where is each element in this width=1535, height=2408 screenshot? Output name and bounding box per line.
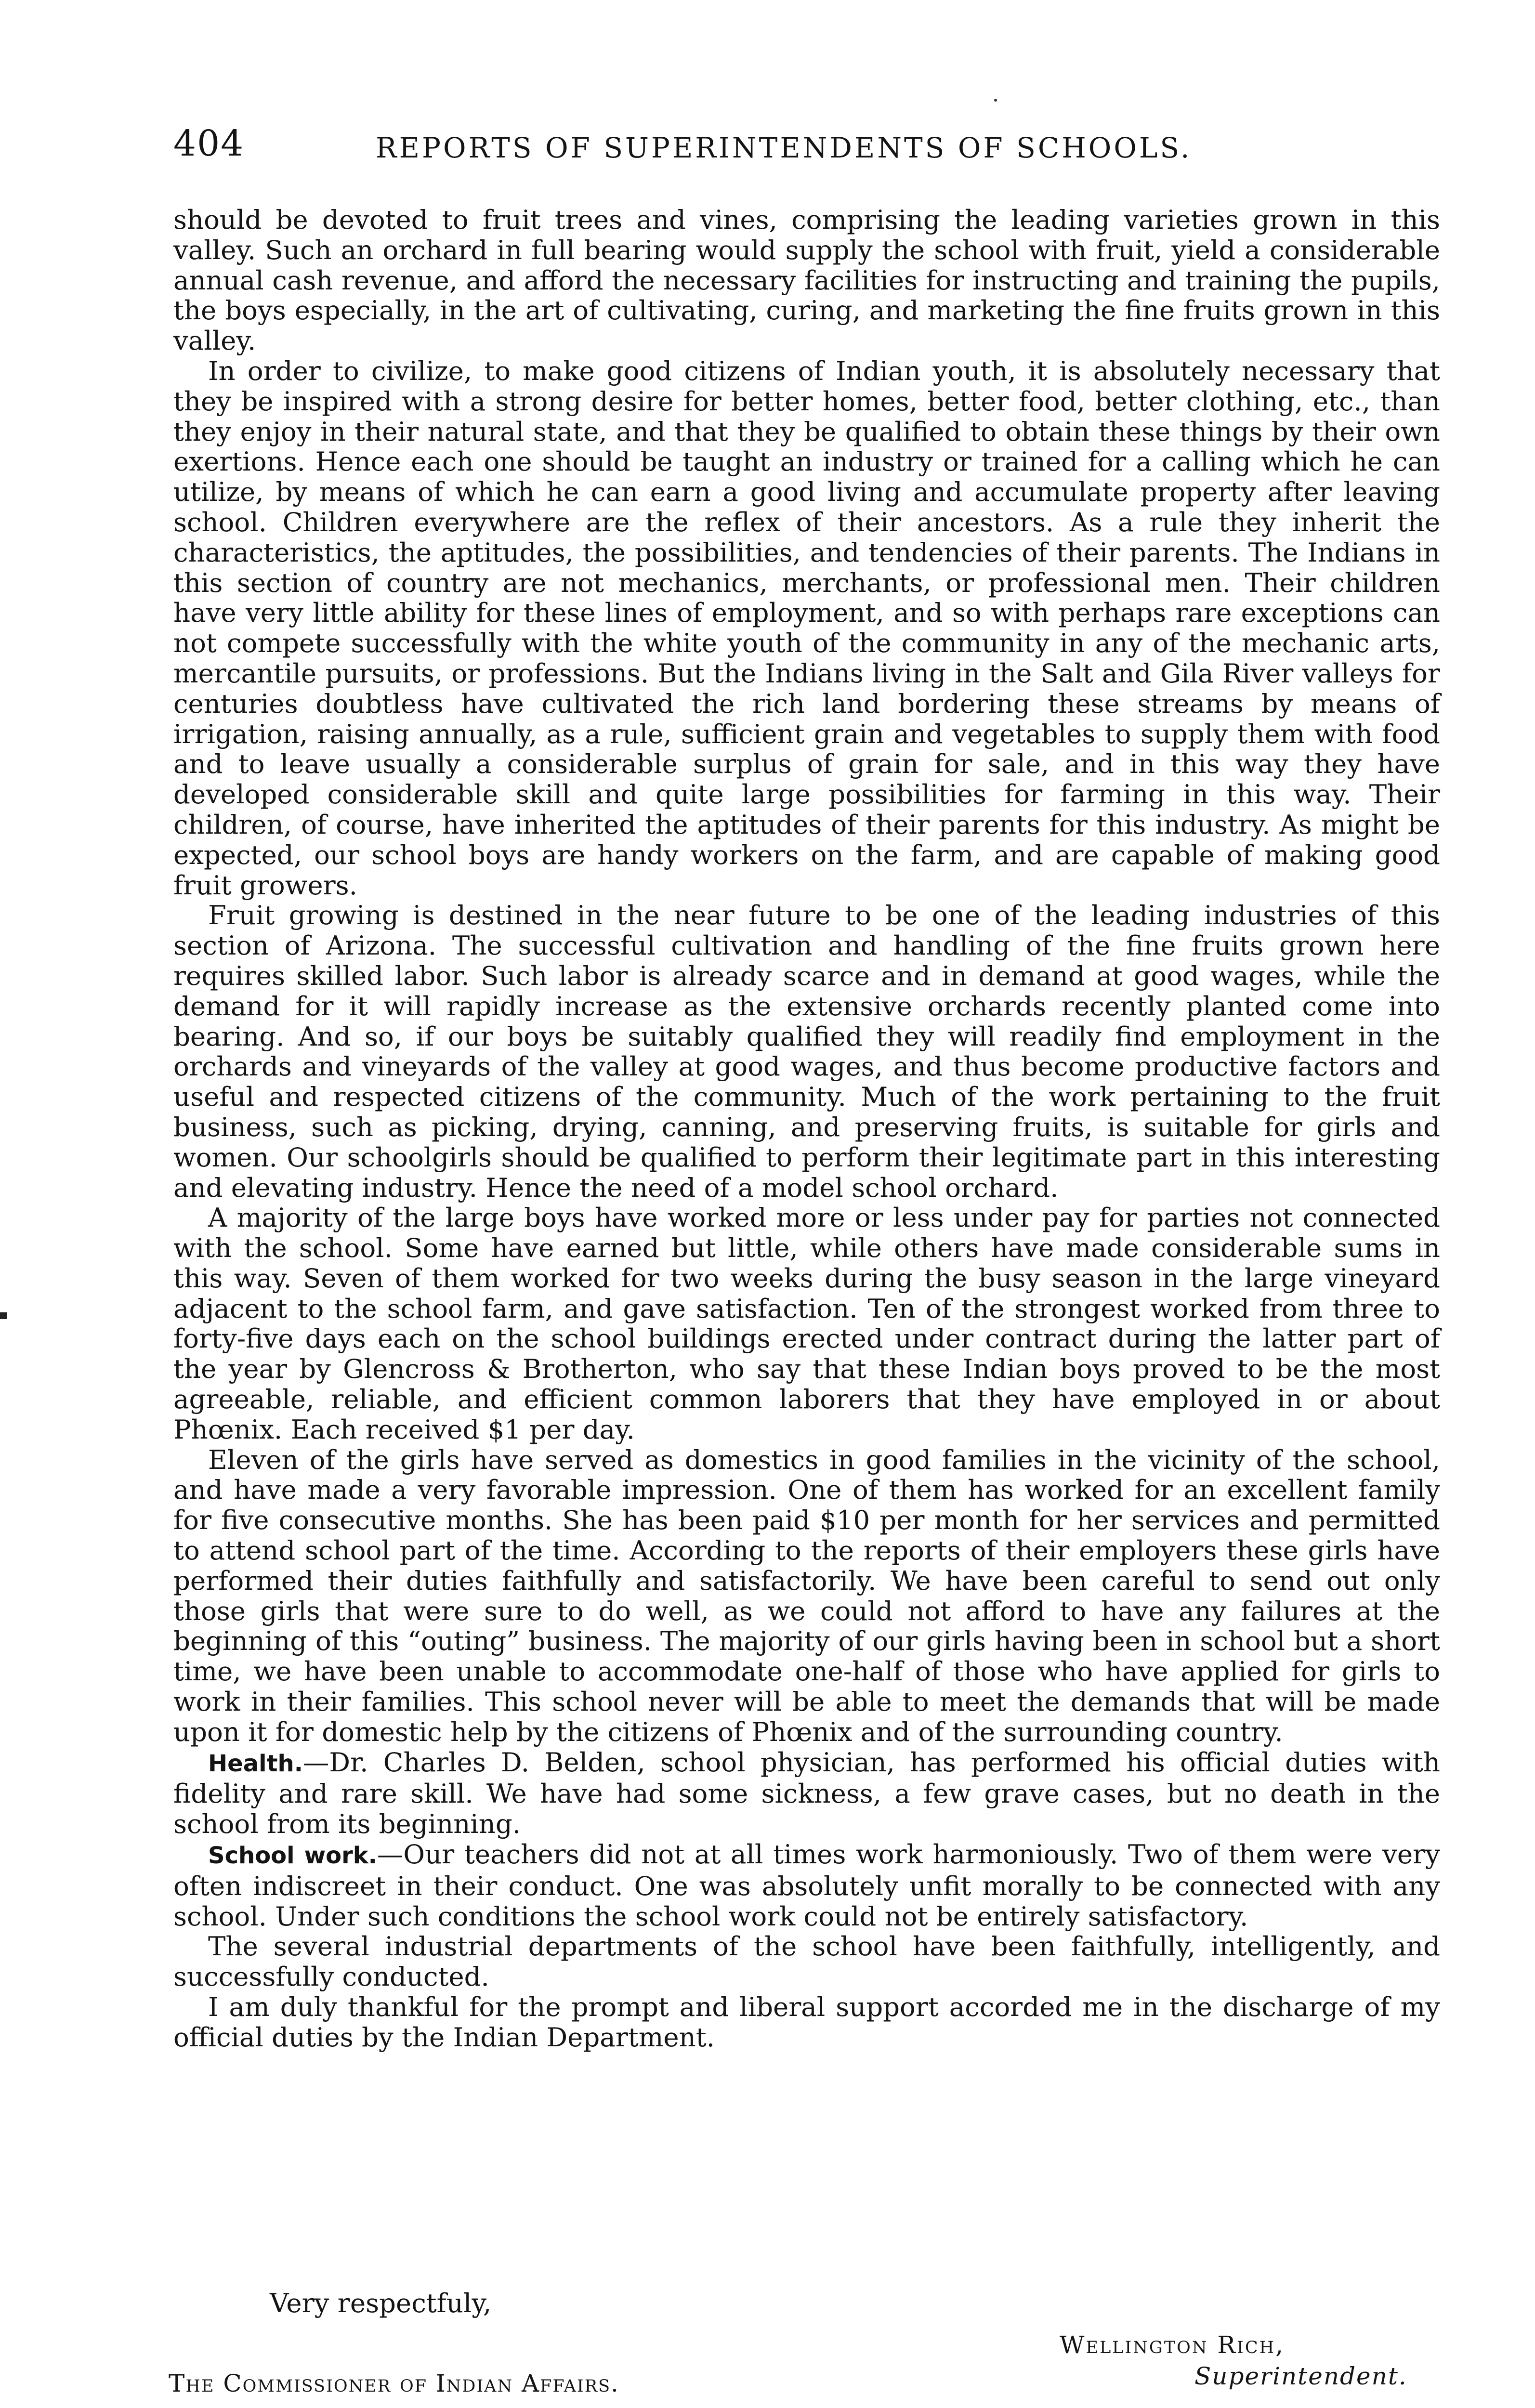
paragraph-health [173,1747,1440,1839]
margin-mark [0,1312,7,1319]
print-speck [994,99,997,102]
paragraph-fruit-growing: Fruit growing is destined in the near future to be one of the leading industries of this section of Arizona. The successful cultivation and handling of the fine fruits grown here requires skilled labor. Such labor is already scarce and in demand at good wages, while the demand for it will rapidly increase as the extensive orchards recently planted come into bearing. And so, if our boys be suitably qualified they will readily find employment in the orchards and vineyards of the valley at good wages, and thus become productive factors and useful and respected citizens of the community. Much of the work pertaining to the fruit business, such as picking, drying, canning, and preserving fruits, is suitable for girls and women. Our schoolgirls should be qualified to perform their legitimate part in this interesting and elevating industry. Hence the need of a model school orchard. [173,900,1440,1203]
paragraph-girls-domestics: Eleven of the girls have served as domestics in good families in the vicinity of the school, and have made a very favorable impression. One of them has worked for an excellent family for five consecutive months. She has been paid $10 per month for her services and permitted to attend school part of the time. According to the reports of their employers these girls have performed their duties faithfully and satisfactorily. We have been careful to send out only those girls that were sure to do well, as we could not afford to have any failures at the beginning of this “outing” business. The majority of our girls having been in school but a short time, we have been unable to accommodate one-half of those who have applied for girls to work in their families. This school never will be able to meet the demands that will be made upon it for domestic help by the citizens of Phœnix and of the surrounding country. [173,1444,1440,1747]
school-work-heading: School work. [208,1842,377,1870]
health-heading: Health. [208,1750,303,1777]
paragraph-orchard-continued: should be devoted to fruit trees and vines, comprising the leading varieties grown in this valley. Such an orchard in full bearing would supply the school with fruit, yield a considerable annual cash revenue, and afford the necessary facilities for instructing and training the pupils, the boys especially, in the art of cultivating, curing, and marketing the fine fruits grown in this valley. [173,204,1440,356]
paragraph-school-work [173,1839,1440,1931]
page-number: 404 [173,123,245,164]
health-text: —Dr. Charles D. Belden, school physician, has performed his official duties with fidelity and rare skill. We have had some sickness, a few grave cases, but no death in the school from its beginning. [173,1746,1440,1840]
signatory-title: Superintendent. [1194,2362,1407,2390]
school-work-text: —Our teachers did not at all times work harmoniously. Two of them were very often indiscreet in their conduct. One was absolutely unfit morally to be connected with any school. Under such conditions the school work could not be entirely satisfactory. [173,1839,1440,1932]
paragraph-boys-labor: A majority of the large boys have worked more or less under pay for parties not connected with the school. Some have earned but little, while others have made considerable sums in this way. Seven of them worked for two weeks during the busy season in the large vineyard adjacent to the school farm, and gave satisfaction. Ten of the strongest worked from three to forty-five days each on the school buildings erected under contract during the latter part of the year by Glencross & Brotherton, who say that these Indian boys proved to be the most agreeable, reliable, and efficient common laborers that they have employed in or about Phœnix. Each received $1 per day. [173,1202,1440,1445]
signatory-name: Wellington Rich, [1060,2331,1285,2359]
paragraph-thanks: I am duly thankful for the prompt and liberal support accorded me in the discharge of my official duties by the Indian Department. [173,1991,1440,2053]
paragraph-industrial-departments: The several industrial departments of the school have been faithfully, intelligently, and successfully conducted. [173,1931,1440,1992]
page-header [173,123,1445,176]
running-head: REPORTS OF SUPERINTENDENTS OF SCHOOLS. [376,131,1192,164]
paragraph-civilize: In order to civilize, to make good citizens of Indian youth, it is absolutely necessary that they be inspired with a strong desire for better homes, better food, better clothing, etc., than they enjoy in their natural state, and that they be qualified to obtain these things by their own exertions. Hence each one should be taught an industry or trained for a calling which he can utilize, by means of which he can earn a good living and accumulate property after leaving school. Children everywhere are the reflex of their ancestors. As a rule they inherit the characteristics, the aptitudes, the possibilities, and tendencies of their parents. The Indians in this section of country are not mechanics, merchants, or professional men. Their children have very little ability for these lines of employment, and so with perhaps rare exceptions can not compete successfully with the white youth of the community in any of the mechanic arts, mercantile pursuits, or professions. But the Indians living in the Salt and Gila River valleys for centuries doubtless have cultivated the rich land bordering these streams by means of irrigation, raising annually, as a rule, sufficient grain and vegetables to supply them with food and to leave usually a considerable surplus of grain for sale, and in this way they have developed considerable skill and quite large possibilities for farming in this way. Their children, of course, have inherited the aptitudes of their parents for this industry. As might be expected, our school boys are handy workers on the farm, and are capable of making good fruit growers. [173,355,1440,901]
addressee: The Commissioner of Indian Affairs. [169,2369,619,2397]
report-body [173,205,1440,2053]
valediction: Very respectfuly, [270,2288,492,2318]
